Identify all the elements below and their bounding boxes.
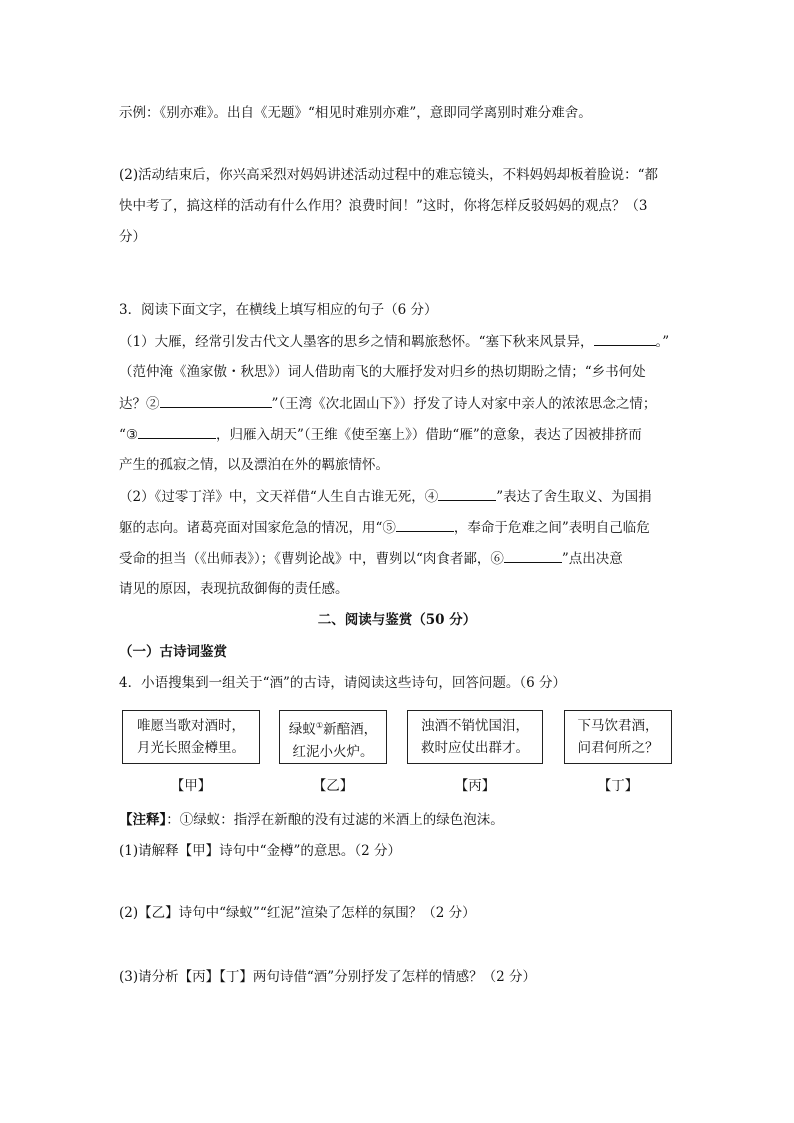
poem-jia-line1: 唯愿当歌对酒时， (137, 718, 245, 734)
q3-p2-line2-text-a: 躯的志向。诸葛亮面对国家危急的情况，用“⑤ (119, 520, 396, 536)
q2-2-line3: 分） (119, 229, 146, 245)
q3-p2-line3 (119, 548, 623, 569)
poem-label-bing: 【丙】 (454, 778, 496, 794)
subsection-heading: （一）古诗词鉴赏 (119, 644, 227, 660)
poem-bing-line2: 救时应仗出群才。 (421, 740, 529, 756)
q3-p1-line1 (119, 331, 669, 352)
q3-p2-line4: 请见的原因，表现抗敌御侮的责任感。 (119, 581, 349, 597)
q3-p1-line1-text: （1）大雁，经常引发古代文人墨客的思乡之情和羁旅愁怀。“塞下秋来风景异， (119, 334, 594, 350)
q3-p1-line3 (119, 393, 656, 414)
poem-yi-line1 (280, 715, 386, 741)
answer-blank-4[interactable] (438, 486, 496, 501)
answer-blank-5[interactable] (396, 517, 454, 532)
annotation-text: ：①绿蚁：指浮在新酿的没有过滤的米酒上的绿色泡沫。 (166, 812, 504, 828)
poem-yi-line1-b: 新醅酒， (323, 721, 378, 738)
poem-ding-line2: 问君何所之？ (577, 740, 659, 756)
note-marker: ① (315, 721, 324, 730)
q3-p2-line1 (119, 486, 652, 507)
answer-blank-3[interactable] (138, 424, 216, 439)
example-text: 示例：《别亦难》。出自《无题》“相见时难别亦难”，意即同学离别时难分难舍。 (119, 105, 592, 121)
poem-yi-line2: 红泥小火炉。 (292, 743, 374, 760)
poem-bing-line1: 浊酒不销忧国泪， (421, 718, 529, 734)
q2-2-line1: (2)活动结束后，你兴高采烈对妈妈讲述活动过程中的难忘镜头，不料妈妈却板着脸说：“都 (119, 167, 659, 183)
q3-p1-line4 (119, 424, 642, 445)
section-heading: 二、阅读与鉴赏（50 分） (317, 612, 477, 628)
poem-label-ding: 【丁】 (597, 778, 639, 794)
q3-p1-line3-text-b: ”（王湾《次北固山下》）抒发了诗人对家中亲人的浓浓思念之情； (271, 396, 657, 412)
q3-p1-line4-text-b: ，归雁入胡天”（王维《使至塞上》）借助“雁”的意象，表达了因被排挤而 (216, 427, 642, 443)
q4-sub3: (3)请分析【丙】【丁】两句诗借“酒”分别抒发了怎样的情感？（2 分） (119, 969, 537, 985)
poem-label-yi: 【乙】 (312, 778, 354, 794)
q3-p2-line2-text-b: ，奉命于危难之间”表明自己临危 (453, 520, 650, 536)
q3-p2-line1-text-b: ”表达了舍生取义、为国捐 (496, 489, 652, 505)
poem-ding-line1: 下马饮君酒， (577, 718, 659, 734)
q3-p2-line3-text-a: 受命的担当（《出师表》）；《曹刿论战》中，曹刿以“肉食者鄙，⑥ (119, 551, 504, 567)
poem-box-ding (564, 710, 672, 764)
q3-p1-line1-end: 。” (655, 334, 670, 350)
poem-box-bing (407, 710, 543, 764)
q2-2-line2: 快中考了，搞这样的活动有什么作用？浪费时间！”这时，你将怎样反驳妈妈的观点？（3 (119, 198, 648, 214)
poem-label-jia: 【甲】 (170, 778, 212, 794)
annotation (119, 810, 504, 830)
answer-blank-2[interactable] (160, 393, 272, 408)
q3-p1-line2: （范仲淹《渔家傲・秋思》）词人借助南飞的大雁抒发对归乡的热切期盼之情；“乡书何处 (119, 364, 646, 380)
poem-box-yi (279, 710, 387, 764)
q4-sub1: (1)请解释【甲】诗句中“金樽”的意思。（2 分） (119, 843, 402, 859)
answer-blank-1[interactable] (594, 331, 656, 346)
q3-p1-line4-text-a: “③ (119, 427, 139, 443)
answer-blank-6[interactable] (504, 548, 562, 563)
annotation-label: 【注释】 (119, 812, 167, 828)
poem-jia-line2: 月光长照金樽里。 (137, 740, 245, 756)
q4-title: 4．小语搜集到一组关于“酒”的古诗，请阅读这些诗句，回答问题。（6 分） (119, 675, 567, 691)
poem-box-jia (122, 710, 260, 764)
q3-p2-line2 (119, 517, 650, 538)
q3-p1-line5: 产生的孤寂之情，以及漂泊在外的羁旅情怀。 (119, 457, 389, 473)
q3-p2-line3-text-b: ”点出决意 (561, 551, 623, 567)
q3-p1-line3-text-a: 达？② (119, 396, 160, 412)
q3-title: 3．阅读下面文字，在横线上填写相应的句子（6 分） (119, 302, 438, 318)
poem-yi-line1-a: 绿蚁 (288, 721, 316, 738)
q4-sub2: (2)【乙】诗句中“绿蚁”“红泥”渲染了怎样的氛围？（2 分） (119, 905, 476, 921)
q3-p2-line1-text-a: （2）《过零丁洋》中，文天祥借“人生自古谁无死，④ (119, 489, 439, 505)
